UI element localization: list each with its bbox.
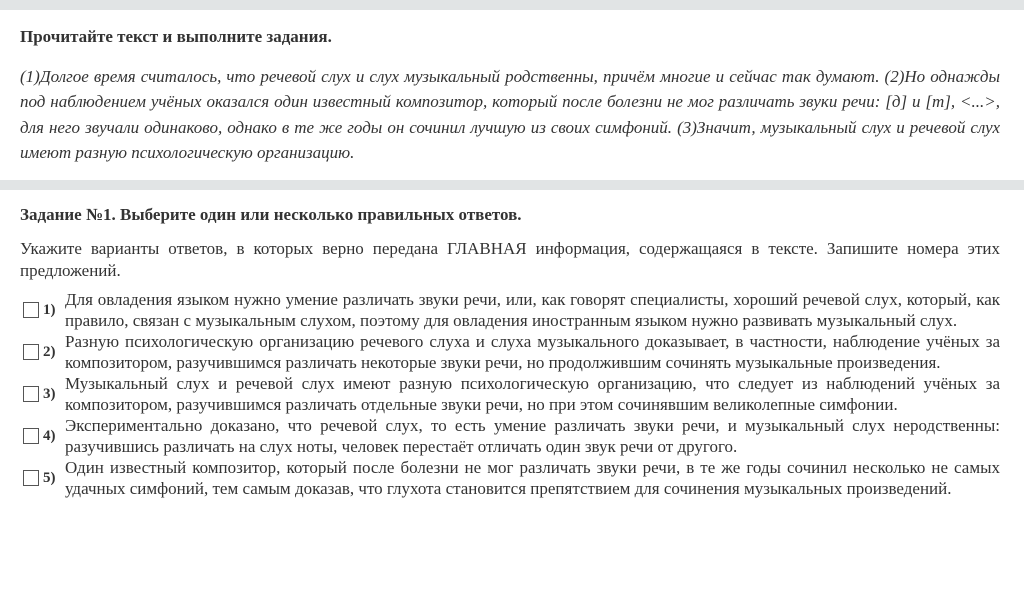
option-text[interactable]: Один известный композитор, который после болезни не мог различать звуки речи, в те же годы сочинил несколько не самых удачных симфоний, тем самым доказав, что глухота становится препятствием для сочинения музыкальных произведений. — [65, 458, 1000, 498]
option-number: 2) — [43, 343, 56, 360]
top-separator — [0, 0, 1024, 10]
answer-option-1[interactable] — [20, 289, 1000, 331]
section-separator — [0, 180, 1024, 190]
option-number: 1) — [43, 301, 56, 318]
answer-option-4[interactable] — [20, 415, 1000, 457]
checkbox-option-2[interactable] — [23, 344, 39, 360]
checkbox-option-3[interactable] — [23, 386, 39, 402]
reading-section — [20, 22, 1000, 165]
task-instruction: Укажите варианты ответов, в которых верно передана ГЛАВНАЯ информация, содержащаяся в тексте. Запишите номера этих предложений. — [20, 239, 1000, 280]
task-heading: Задание №1. Выберите один или несколько правильных ответов. — [20, 205, 522, 224]
reading-heading: Прочитайте текст и выполните задания. — [20, 27, 332, 46]
option-text[interactable]: Музыкальный слух и речевой слух имеют разную психологическую организацию, что следует из наблюдений учёных за композитором, разучившимся различать отдельные звуки речи, но при этом сочинявшим великолепные симфонии. — [65, 374, 1000, 414]
answer-options — [20, 289, 1000, 499]
checkbox-option-5[interactable] — [23, 470, 39, 486]
option-number: 4) — [43, 427, 56, 444]
option-text[interactable]: Для овладения языком нужно умение различать звуки речи, или, как говорят специалисты, хороший речевой слух, который, как правило, связан с музыкальным слухом, поэтому для овладения иностранным языком нужно развивать музыкальный слух. — [65, 290, 1000, 330]
answer-option-2[interactable] — [20, 331, 1000, 373]
answer-option-3[interactable] — [20, 373, 1000, 415]
checkbox-option-1[interactable] — [23, 302, 39, 318]
task-section — [20, 200, 1000, 499]
option-text[interactable]: Экспериментально доказано, что речевой слух, то есть умение различать звуки речи, и музыкальный слух неродственны: разучившись различать на слух ноты, человек перестаёт отличать один звук речи от другого. — [65, 416, 1000, 456]
answer-option-5[interactable] — [20, 457, 1000, 499]
reading-passage: (1)Долгое время считалось, что речевой слух и слух музыкальный родственны, причём многие и сейчас так думают. (2)Но однажды под наблюдением учёных оказался один известный композитор, который после болезни не мог различать звуки речи: [д] и [т], <...>, для него звучали одинаково, однако в те же годы он сочинил лучшую из своих симфоний. (3)Значит, музыкальный слух и речевой слух имеют разную психологическую организацию. — [20, 67, 1000, 162]
option-number: 3) — [43, 385, 56, 402]
checkbox-option-4[interactable] — [23, 428, 39, 444]
option-text[interactable]: Разную психологическую организацию речевого слуха и слуха музыкального доказывает, в частности, наблюдение учёных за композитором, разучившимся различать некоторые звуки речи, но продолжившим сочинять музыкальные произведения. — [65, 332, 1000, 372]
option-number: 5) — [43, 469, 56, 486]
